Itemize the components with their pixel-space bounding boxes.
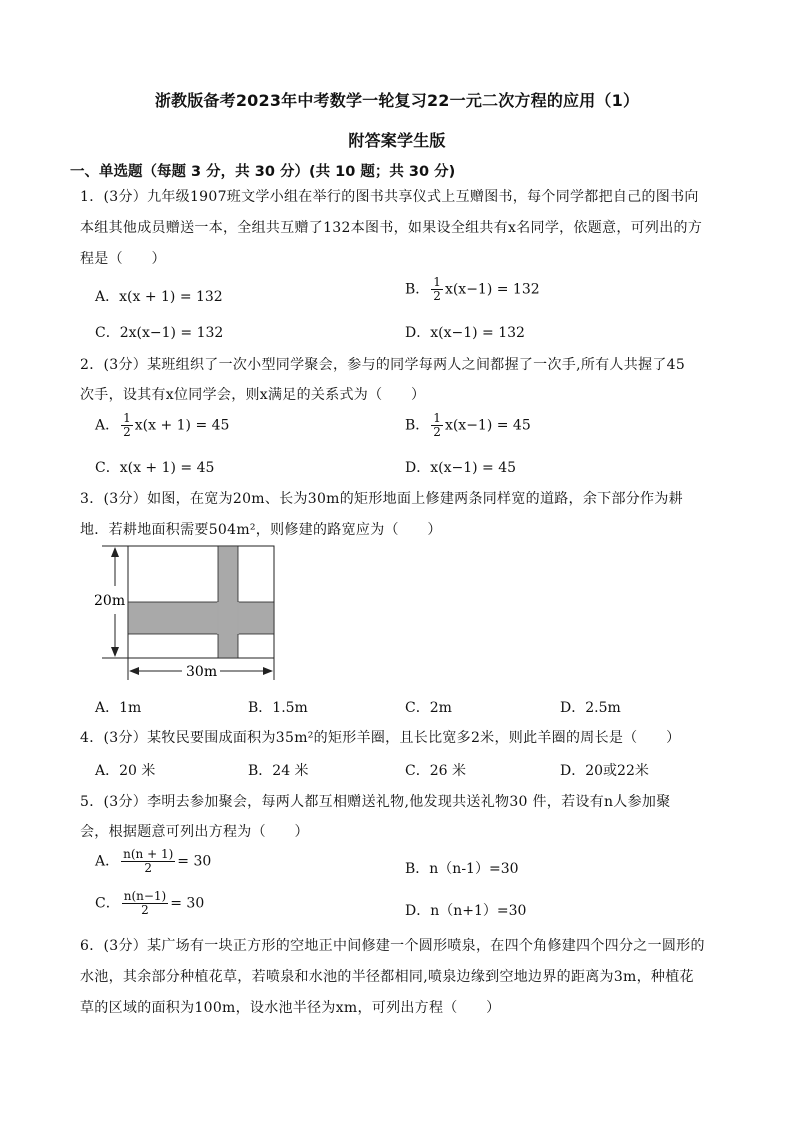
- q2-option-b-rest: x(x−1) = 45: [444, 417, 531, 434]
- width-label: 30m: [186, 664, 218, 680]
- q2-option-a-prefix: A．: [95, 417, 120, 434]
- q5-option-a[interactable]: [95, 848, 211, 875]
- q5-option-a-rest: = 30: [177, 853, 212, 870]
- q3-line-2: 地．若耕地面积需要504m²，则修建的路宽应为（ ）: [80, 522, 442, 538]
- q6-line-3: 草的区域的面积为100m，设水池半径为xm，可列出方程（ ）: [80, 1000, 501, 1016]
- q2-option-d[interactable]: D．x(x−1) = 45: [405, 460, 517, 476]
- fraction-denominator: 2: [141, 903, 149, 917]
- q2-option-b[interactable]: [405, 412, 531, 439]
- fraction: [121, 412, 133, 439]
- q5-option-c-rest: = 30: [170, 895, 205, 912]
- fraction-denominator: 2: [144, 861, 153, 875]
- q1-option-c[interactable]: C．2x(x−1) = 132: [95, 325, 224, 341]
- q5-option-a-prefix: A．: [95, 853, 120, 870]
- q6-line-1: 6．(3分）某广场有一块正方形的空地正中间修建一个圆形喷泉，在四个角修建四个四分之一圆形的: [80, 938, 705, 954]
- q4-option-c[interactable]: C．26 米: [405, 763, 466, 779]
- q1-line-3: 程是（ ）: [80, 251, 166, 267]
- fraction-numerator: 1: [433, 275, 441, 289]
- q1-option-d[interactable]: D．x(x−1) = 132: [405, 325, 525, 341]
- q5-line-1: 5．(3分）李明去参加聚会，每两人都互相赠送礼物,他发现共送礼物30 件，若设有n人参加聚: [80, 794, 671, 810]
- fraction: [121, 848, 175, 875]
- vertical-road: [218, 546, 238, 658]
- q2-option-b-prefix: B．: [405, 417, 430, 434]
- q3-option-b[interactable]: B．1.5m: [248, 700, 308, 716]
- q5-line-2: 会，根据题意可列出方程为（ ）: [80, 824, 309, 840]
- horizontal-road: [128, 602, 274, 634]
- q5-option-c-prefix: C．: [95, 895, 120, 912]
- q5-option-c[interactable]: [95, 890, 204, 917]
- q3-option-a[interactable]: A．1m: [95, 700, 142, 716]
- q5-option-d[interactable]: D．n（n+1）=30: [405, 903, 527, 919]
- q1-option-b-rest: x(x−1) = 132: [444, 281, 540, 298]
- document-subtitle: 附答案学生版: [348, 131, 446, 150]
- document-title: 浙教版备考2023年中考数学一轮复习22一元二次方程的应用（1）: [154, 91, 640, 110]
- fraction-numerator: n(n−1): [123, 889, 167, 903]
- fraction-numerator: 1: [433, 411, 441, 425]
- q3-option-c[interactable]: C．2m: [405, 700, 452, 716]
- height-label: 20m: [94, 593, 126, 609]
- section-heading: 一、单选题（每题 3 分，共 30 分）(共 10 题；共 30 分): [70, 164, 456, 180]
- fraction-denominator: 2: [433, 289, 441, 303]
- fraction-denominator: 2: [123, 425, 131, 439]
- q1-line-2: 本组其他成员赠送一本，全组共互赠了132本图书，如果设全组共有x名同学，依题意，可列出的方: [80, 220, 703, 236]
- fraction: [122, 890, 169, 917]
- q3-option-d[interactable]: D．2.5m: [560, 700, 621, 716]
- q4-line-1: 4．(3分）某牧民要围成面积为35m²的矩形羊圈，且长比宽多2米，则此羊圈的周长是（ ）: [80, 730, 681, 746]
- q2-option-a[interactable]: [95, 412, 229, 439]
- fraction: [431, 412, 443, 439]
- q5-option-b[interactable]: B．n（n-1）=30: [405, 861, 519, 877]
- q1-line-1: 1．(3分）九年级1907班文学小组在举行的图书共享仪式上互赠图书，每个同学都把自己的图书向: [80, 189, 699, 205]
- q4-option-d[interactable]: D．20或22米: [560, 763, 649, 779]
- road-diagram: [90, 540, 290, 685]
- q1-option-b-prefix: B．: [405, 281, 430, 298]
- q2-line-2: 次手，设其有x位同学会，则x满足的关系式为（ ）: [80, 387, 426, 403]
- q2-line-1: 2．(3分）某班组织了一次小型同学聚会，参与的同学每两人之间都握了一次手,所有人共握了45: [80, 357, 686, 373]
- fraction-denominator: 2: [433, 425, 441, 439]
- fraction: [431, 276, 443, 303]
- q2-option-c[interactable]: C．x(x + 1) = 45: [95, 460, 215, 476]
- fraction-numerator: 1: [123, 411, 131, 425]
- q4-option-b[interactable]: B．24 米: [248, 763, 309, 779]
- q1-option-b[interactable]: [405, 276, 540, 303]
- q3-line-1: 3．(3分）如图，在宽为20m、长为30m的矩形地面上修建两条同样宽的道路，余下部分作为耕: [80, 491, 683, 507]
- q2-option-a-rest: x(x + 1) = 45: [134, 417, 230, 434]
- q6-line-2: 水池，其余部分种植花草，若喷泉和水池的半径都相同,喷泉边缘到空地边界的距离为3m，种植花: [80, 969, 694, 985]
- q4-option-a[interactable]: A．20 米: [95, 763, 156, 779]
- fraction-numerator: n(n + 1): [123, 847, 174, 861]
- q1-option-a[interactable]: A．x(x + 1) = 132: [95, 289, 223, 305]
